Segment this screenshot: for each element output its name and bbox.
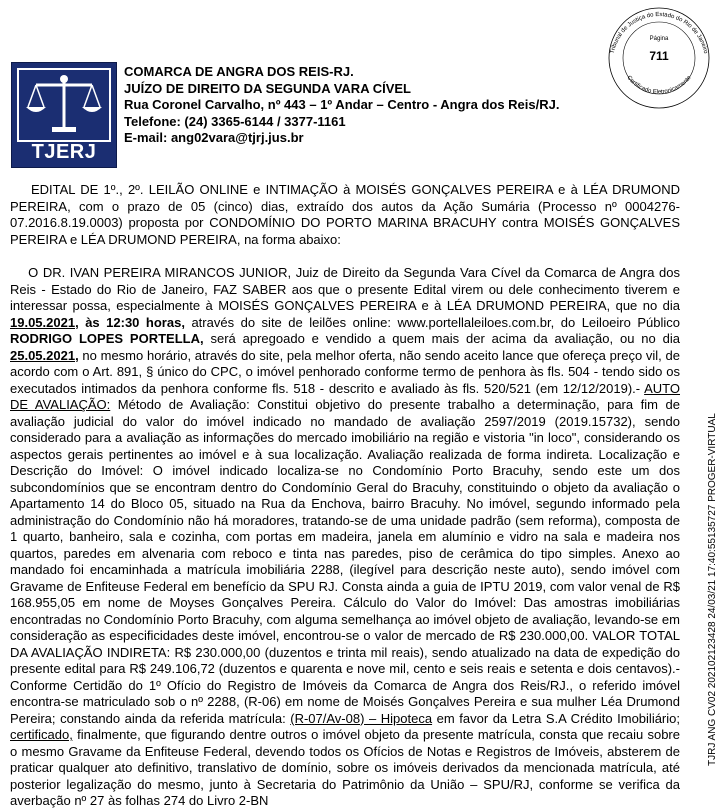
header-line-phone: Telefone: (24) 3365-6144 / 3377-1161 bbox=[124, 113, 346, 129]
edital-intro-text: EDITAL DE 1º., 2º. LEILÃO ONLINE e INTIMAÇÃO à MOISÉS GONÇALVES PEREIRA e à LÉA DRUMOND PEREIRA, com o prazo de 05 (cinco) dias, extraído dos autos da Ação Sumária (Processo nº 0004276-07.2016.8.19.0003) proposta por CONDOMÍNIO DO PORTO MARINA BRACUHY contra MOISÉS GONÇALVES PEREIRA e LÉA DRUMOND PEREIRA, na forma abaixo: bbox=[10, 182, 680, 247]
court-header bbox=[124, 64, 560, 147]
body-text: em favor da Letra S.A Crédito Imobiliário; bbox=[432, 710, 680, 726]
stamp-arc-top: Tribunal de Justiça do Estado do Rio de Janeiro bbox=[609, 11, 709, 55]
second-auction-date: 25.05.2021, bbox=[10, 347, 79, 363]
edital-body-paragraph bbox=[10, 265, 680, 810]
svg-text:Certificado Eletronicamente bbox=[625, 74, 693, 95]
logo-text: TJERJ bbox=[31, 141, 97, 163]
stamp-arc-bottom: Certificado Eletronicamente bbox=[625, 74, 693, 96]
certification-stamp bbox=[597, 0, 721, 110]
hipoteca-reference: (R-07/Av-08) – Hipoteca bbox=[290, 710, 433, 726]
certificado-reference: certificado, bbox=[10, 727, 73, 742]
body-text: no mesmo horário, através do site, pela melhor oferta, não sendo aceito lance que ofereça preço vil, de acordo com o Art. 891, § único do CPC, o imóvel penhorado conforme termo de penhora às fls. 504 - tendo sido os executados intimados da penhora conforme fls. 518 - descrito e avaliado às fls. 520/521 (em 12/12/2019).- bbox=[10, 347, 680, 396]
body-text: finalmente, que figurando dentre outros o imóvel objeto da presente matrícula, consta que recaiu sobre o mesmo Gravame da Enfiteuse Federal, devendo todos os Ofícios de Notas e Registros de Imóveis, absterem de praticar qualquer ato definitivo, translativo de domínio, sobre os imóveis derivados da mencionada matrícula, até posterior legalização do mesmo, junto à Secretaria do Patrimônio da União – SPU/RJ, conforme se verifica da averbação nº 27 às folhas 274 do Livro 2-BN bbox=[10, 727, 680, 808]
body-text: O DR. IVAN PEREIRA MIRANCOS JUNIOR, Juiz de Direito da Segunda Vara Cível da Comarca de Angra dos Reis - Estado do Rio de Janeiro, FAZ SABER aos que o presente Edital virem ou dele conhecimento tiverem e interessar possa, especialmente à MOISÉS GONÇALVES PEREIRA e à LÉA DRUMOND PEREIRA, que no dia bbox=[10, 265, 680, 313]
margin-identifier: TJRJ ANG CV02 202102123428 24/03/21 17:40:55135727 PROGER-VIRTUAL bbox=[707, 413, 718, 766]
header-line-juizo: JUÍZO DE DIREITO DA SEGUNDA VARA CÍVEL bbox=[124, 80, 411, 96]
body-text: através do site de leilões online: www.portellaleiloes.com.br, do Leiloeiro Público bbox=[184, 314, 680, 330]
header-line-comarca: COMARCA DE ANGRA DOS REIS-RJ. bbox=[124, 64, 354, 79]
header-line-address: Rua Coronel Carvalho, nº 443 – 1º Andar – Centro - Angra dos Reis/RJ. bbox=[124, 97, 560, 113]
first-auction-time: às 12:30 horas, bbox=[78, 314, 185, 330]
auto-avaliacao-heading: AUTO DE AVALIAÇÃO: bbox=[10, 380, 680, 412]
stamp-page-label: Página bbox=[649, 36, 669, 42]
body-text: Método de Avaliação: Constitui objetivo do presente trabalho a determinação, para fim de avaliação judicial do valor do imóvel indicado no mandado de avaliação 2597/2019 (2019.15732), sendo considerado para a avaliação as informações do mercado imobiliário na região e vistoria "in loco", considerando os aspectos gerais pertinentes ao imóvel e à sua localização. Avaliação realizada de forma indireta. Localização e Descrição do Imóvel: O imóvel indicado localiza-se no Condomínio Porto Bracuhy, sendo este um dos subcondomínios que se encontram dentro do Condomínio Geral do Bracuhy, constituindo o objeto da avaliação o Apartamento 14 do Bloco 05, situado na Rua da Enchova, bairro Bracuhy. No imóvel, segundo informado pela administração do Condomínio não há moradores, tratando-se de uma unidade padrão (sem reforma), composta de 1 quarto, banheiro, sala e cozinha, com portas em madeira, janela em alumínio e vidro na sala e madeira nos quartos, paredes em alvenaria com reboco e tinta nas paredes, piso de cerâmica do tipo simples. Anexo ao mandado foi encaminhada a matrícula imobiliária 2288, (ilegível para descrição neste auto), sendo imóvel com Gravame de Enfiteuse Federal em benefício da SPU RJ. Consta ainda a guia de IPTU 2019, com valor venal de R$ 168.955,05 em nome de Moyses Gonçalves Pereira. Cálculo do Valor do Imóvel: Das amostras imobiliárias encontradas no Condomínio Porto Bracuhy, com alguma semelhança ao imóvel objeto de avaliação, levando-se em consideração as especificidades deste imóvel, encontrou-se o valor de mercado de R$ 230.000,00. VALOR TOTAL DA AVALIAÇÃO INDIRETA: R$ 230.000,00 (duzentos e trinta mil reais), sendo atualizado na data de expedição do presente edital para R$ 249.106,72 (duzentos e quarenta e nove mil, cento e seis reais e setenta e dois centavos).- Conforme Certidão do 1º Ofício do Registro de Imóveis da Comarca de Angra dos Reis/RJ., o referido imóvel encontra-se matriculado sob o nº 2288, (R-06) em nome de Moisés Gonçalves Pereira e sua mulher Léa Drumond Pereira; constando ainda da referida matrícula: bbox=[10, 397, 680, 726]
stamp-page-number: 711 bbox=[649, 49, 669, 63]
header-line-email: E-mail: ang02vara@tjrj.jus.br bbox=[124, 130, 304, 146]
edital-intro-paragraph bbox=[10, 182, 680, 248]
tjerj-logo bbox=[11, 62, 117, 168]
auctioneer-name: RODRIGO LOPES PORTELLA, bbox=[10, 331, 204, 346]
body-text: será apregoado e vendido a quem mais der acima da avaliação, ou no dia bbox=[203, 331, 680, 346]
first-auction-date: 19.05.2021, bbox=[10, 314, 79, 330]
